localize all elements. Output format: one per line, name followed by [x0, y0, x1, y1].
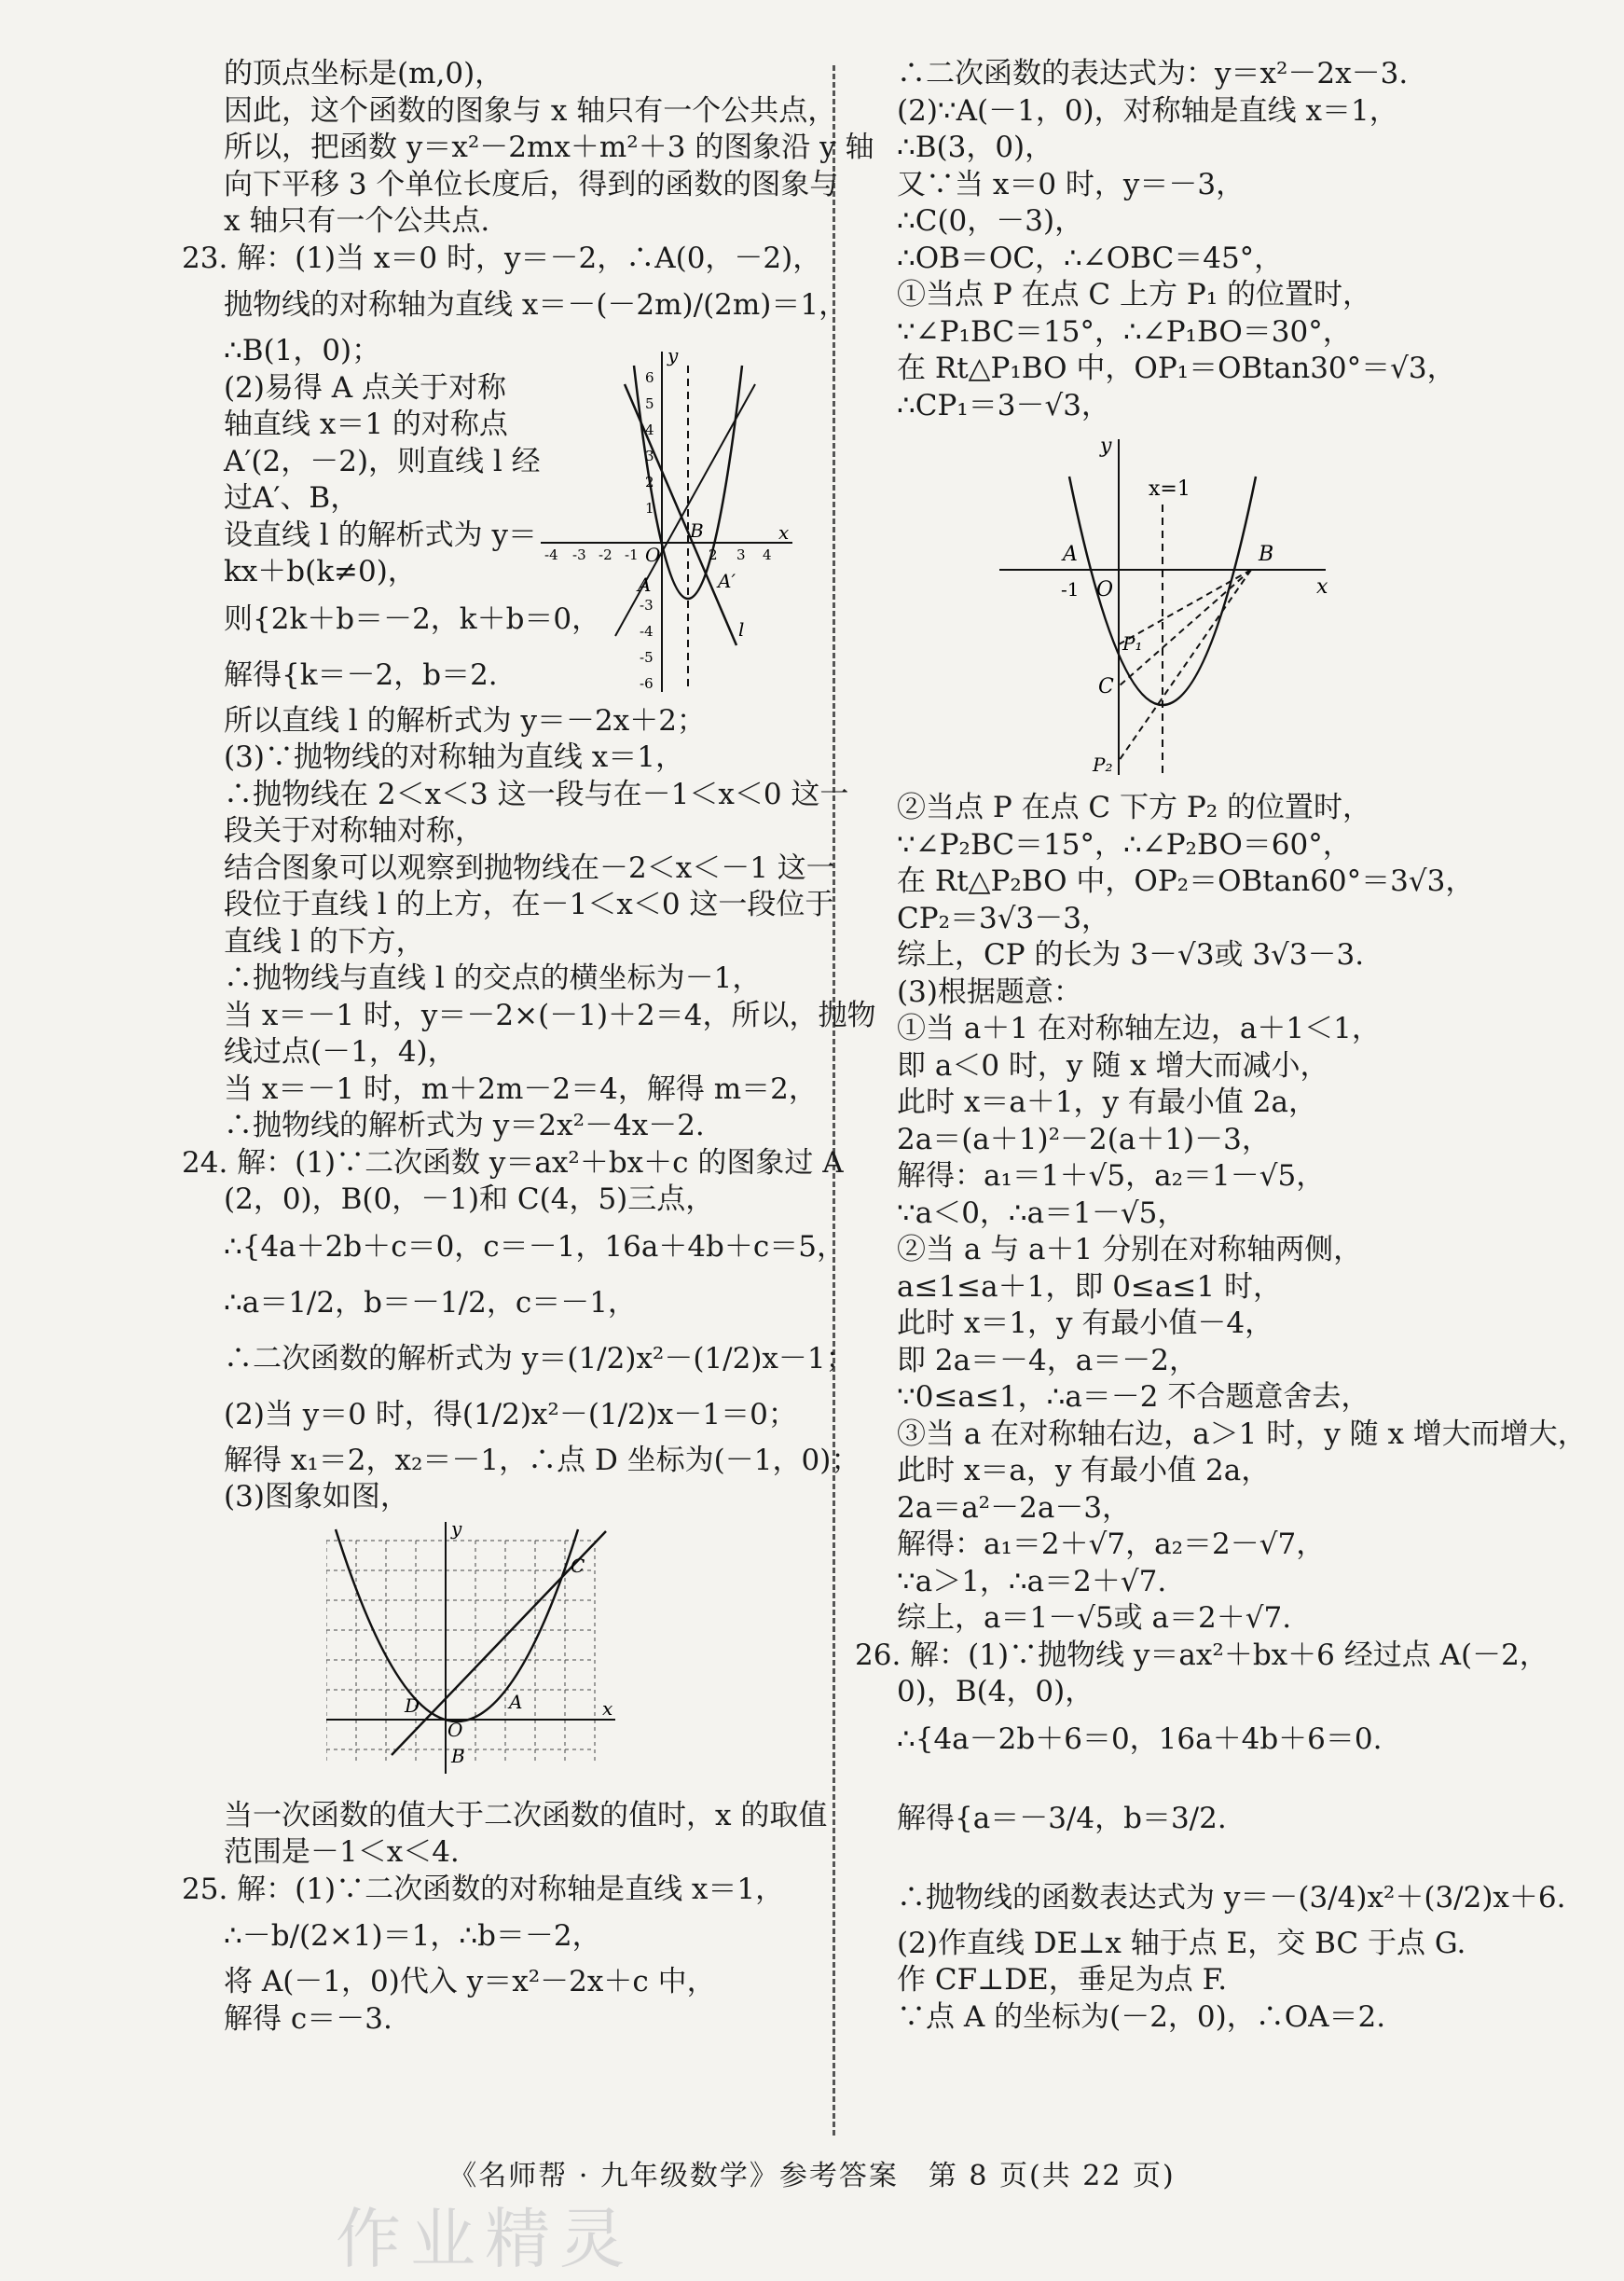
right-column — [855, 56, 1587, 2036]
text-line: 综上，CP 的长为 3－√3或 3√3－3. — [897, 938, 1365, 972]
text-line: ①当点 P 在点 C 上方 P₁ 的位置时， — [897, 278, 1371, 311]
text-line: ∵0≤a≤1，∴a＝－2 不合题意舍去， — [897, 1380, 1370, 1414]
text-line: 设直线 l 的解析式为 y＝ — [224, 518, 537, 552]
figure-23-graph — [541, 347, 802, 701]
point-a-label: A — [638, 574, 652, 596]
text-line: ∴－b/(2×1)＝1，∴b＝－2， — [224, 1919, 601, 1953]
tick: 3 — [736, 546, 746, 563]
text-line: 直线 l 的下方， — [224, 924, 425, 959]
text-line: ∴C(0，－3)， — [897, 204, 1084, 238]
text-line: (3)∵抛物线的对称轴为直线 x＝1， — [224, 740, 684, 774]
watermark: 作业精灵 — [336, 2201, 634, 2277]
tick: 4 — [763, 546, 772, 563]
text-line: (2)作直线 DE⊥x 轴于点 E，交 BC 于点 G. — [897, 1926, 1466, 1960]
text-line: 段位于直线 l 的上方，在－1＜x＜0 这一段位于 — [224, 888, 834, 921]
tick: 3 — [645, 448, 654, 464]
equation-system: 则{2k＋b＝－2，k＋b＝0， — [224, 601, 601, 636]
text-line: ∴a＝1/2，b＝－1/2，c＝－1， — [224, 1285, 637, 1320]
text-line: 0)，B(4，0)， — [897, 1675, 1094, 1708]
origin-label: O — [645, 544, 661, 566]
figure-23 — [541, 347, 802, 705]
point-a-prime-label: A′ — [718, 570, 736, 592]
line-l-label: l — [738, 618, 745, 641]
text-line: ∴二次函数的解析式为 y＝(1/2)x²－(1/2)x－1； — [224, 1341, 855, 1376]
text-line: ∴二次函数的表达式为：y＝x²－2x－3. — [897, 57, 1409, 90]
text-line: 线过点(－1，4)， — [224, 1035, 457, 1069]
text-line: 因此，这个函数的图象与 x 轴只有一个公共点， — [224, 93, 837, 128]
tick: -1 — [625, 546, 639, 563]
text-line: 向下平移 3 个单位长度后，得到的函数的图象与 — [224, 167, 839, 201]
text-line: ②当点 P 在点 C 下方 P₂ 的位置时， — [897, 791, 1371, 824]
text-line: a≤1≤a＋1，即 0≤a≤1 时， — [897, 1269, 1282, 1304]
text-line: 将 A(－1，0)代入 y＝x²－2x＋c 中， — [224, 1965, 716, 1998]
text-line: 综上，a＝1－√5或 a＝2＋√7. — [897, 1601, 1292, 1635]
point-c-label: C — [571, 1554, 585, 1577]
text-line: (2)当 y＝0 时，得(1/2)x²－(1/2)x－1＝0； — [224, 1397, 797, 1431]
text-line: ∴B(3，0)， — [897, 131, 1054, 164]
text-line: 解得：a₁＝1＋√5，a₂＝1－√5， — [897, 1159, 1326, 1193]
problem-23-heading: 23. 解：(1)当 x＝0 时，y＝－2，∴A(0，－2)， — [182, 241, 822, 275]
equation-system: ∴{4a－2b＋6＝0，16a＋4b＋6＝0. — [897, 1721, 1383, 1756]
text-line: 所以直线 l 的解析式为 y＝－2x＋2； — [224, 703, 706, 738]
text-line: (2)∵A(－1，0)，对称轴是直线 x＝1， — [897, 93, 1398, 128]
text-line: (3)图象如图， — [224, 1480, 409, 1514]
tick-neg1: -1 — [1061, 578, 1080, 601]
text-line: ∴抛物线的解析式为 y＝2x²－4x－2. — [224, 1109, 705, 1142]
text-line: 又∵当 x＝0 时，y＝－3， — [897, 167, 1246, 201]
text-line: ∵∠P₁BC＝15°，∴∠P₁BO＝30°， — [897, 314, 1352, 349]
text-line: 此时 x＝a＋1，y 有最小值 2a， — [897, 1085, 1317, 1119]
y-label: y — [451, 1521, 462, 1540]
text-line: 所以，把函数 y＝x²－2mx＋m²＋3 的图象沿 y 轴 — [224, 131, 874, 164]
problem-24-heading: 24. 解：(1)∵二次函数 y＝ax²＋bx＋c 的图象过 A — [182, 1145, 844, 1180]
point-c-label: C — [1098, 675, 1114, 698]
text-line: ∴B(1，0)； — [224, 334, 381, 367]
text-line: 结合图象可以观察到抛物线在－2＜x＜－1 这一 — [224, 850, 835, 885]
text-line: 轴直线 x＝1 的对称点 — [224, 408, 508, 441]
text-line: ①当 a＋1 在对称轴左边，a＋1＜1， — [897, 1012, 1381, 1045]
origin-label: O — [1096, 578, 1114, 601]
figure-24-graph — [326, 1522, 625, 1792]
text-line: 即 a＜0 时，y 随 x 增大而减小， — [897, 1048, 1329, 1083]
tick: -3 — [640, 597, 654, 614]
text-line: A′(2，－2)，则直线 l 经 — [224, 444, 541, 478]
tick: -4 — [544, 546, 558, 563]
tick: 5 — [645, 395, 654, 412]
figure-24 — [326, 1522, 811, 1792]
y-label: y — [667, 347, 679, 366]
text-line: ∴抛物线的函数表达式为 y＝－(3/4)x²＋(3/2)x＋6. — [897, 1880, 1566, 1915]
equation-system: 解得{a＝－3/4，b＝3/2. — [897, 1801, 1227, 1835]
tick: 6 — [645, 369, 654, 386]
text-line: 此时 x＝1，y 有最小值－4， — [897, 1306, 1274, 1340]
point-a-label: A — [1063, 543, 1078, 566]
point-p2-label: P₂ — [1093, 753, 1113, 776]
text-line: 解得：a₁＝2＋√7，a₂＝2－√7， — [897, 1528, 1326, 1561]
text-line: ∵点 A 的坐标为(－2，0)，∴OA＝2. — [897, 1999, 1386, 2034]
y-label: y — [1100, 435, 1112, 458]
text-line: 当 x＝－1 时，m＋2m－2＝4，解得 m＝2， — [224, 1071, 818, 1106]
text-line: ∵a＞1，∴a＝2＋√7. — [897, 1564, 1167, 1598]
problem-26-heading: 26. 解：(1)∵抛物线 y＝ax²＋bx＋6 经过点 A(－2， — [855, 1638, 1548, 1672]
text-line: 过A′、B， — [224, 481, 360, 515]
parabola — [336, 1529, 578, 1721]
point-b-label: B — [690, 519, 704, 542]
text-line: ③当 a 在对称轴右边，a＞1 时，y 随 x 增大而增大， — [897, 1417, 1587, 1451]
text-line: 此时 x＝a，y 有最小值 2a， — [897, 1454, 1271, 1487]
x-label: x — [602, 1696, 613, 1720]
page-footer: 《名师帮 · 九年级数学》参考答案 第 8 页(共 22 页) — [448, 2160, 1176, 2192]
column-divider — [833, 65, 835, 2136]
dashed-lines — [1119, 570, 1251, 761]
text-line: kx＋b(k≠0)， — [224, 555, 417, 588]
tick: -6 — [640, 675, 654, 692]
text-line: 即 2a＝－4，a＝－2， — [897, 1343, 1198, 1377]
figure-25 — [999, 430, 1493, 784]
equation-system: 解得{k＝－2，b＝2. — [224, 657, 498, 692]
text-line: (2)易得 A 点关于对称 — [224, 370, 507, 405]
tick: 2 — [709, 546, 718, 563]
text-line: 抛物线的对称轴为直线 x＝－(－2m)/(2m)＝1， — [224, 288, 848, 322]
text-line: 在 Rt△P₂BO 中，OP₂＝OBtan60°＝3√3， — [897, 864, 1475, 898]
text-line: 2a＝(a＋1)²－2(a＋1)－3， — [897, 1122, 1271, 1156]
text-line: 段关于对称轴对称， — [224, 814, 484, 848]
text-line: ∴抛物线与直线 l 的交点的横坐标为－1， — [224, 961, 762, 995]
problem-25-heading: 25. 解：(1)∵二次函数的对称轴是直线 x＝1， — [182, 1872, 785, 1906]
text-line: 的顶点坐标是(m,0)， — [224, 57, 504, 90]
point-a-label: A — [509, 1690, 523, 1713]
text-line: 2a＝a²－2a－3， — [897, 1490, 1132, 1525]
text-line: 范围是－1＜x＜4. — [224, 1835, 460, 1869]
text-line: 当 x＝－1 时，y＝－2×(－1)＋2＝4，所以，抛物 — [224, 998, 876, 1032]
point-b-label: B — [451, 1744, 465, 1767]
tick: 4 — [645, 422, 654, 438]
text-line: ∵a＜0，∴a＝1－√5， — [897, 1196, 1187, 1230]
text-line: (3)根据题意： — [897, 975, 1082, 1009]
text-line: 当一次函数的值大于二次函数的值时，x 的取值 — [224, 1798, 828, 1832]
text-line: ∴抛物线在 2＜x＜3 这一段与在－1＜x＜0 这一 — [224, 777, 849, 811]
x-label: x — [778, 521, 790, 544]
tick: -5 — [640, 649, 654, 666]
equation-system: ∴{4a＋2b＋c＝0，c＝－1，16a＋4b＋c＝5， — [224, 1229, 846, 1264]
origin-label: O — [447, 1718, 463, 1741]
point-b-label: B — [1259, 543, 1274, 566]
text-line: 解得 c＝－3. — [224, 2001, 392, 2036]
text-line: 在 Rt△P₁BO 中，OP₁＝OBtan30°＝√3， — [897, 352, 1456, 385]
symmetry-axis-label: x=1 — [1149, 477, 1190, 501]
point-d-label: D — [405, 1693, 420, 1717]
tick: 1 — [645, 500, 654, 517]
text-line: (2，0)，B(0，－1)和 C(4，5)三点， — [224, 1182, 715, 1216]
point-p1-label: P₁ — [1122, 632, 1143, 655]
text-line: ∴OB＝OC，∴∠OBC＝45°， — [897, 241, 1284, 275]
text-line: 作 CF⊥DE，垂足为点 F. — [897, 1963, 1228, 1997]
text-line: CP₂＝3√3－3， — [897, 901, 1110, 935]
text-line: ∴CP₁＝3－√3， — [897, 388, 1110, 422]
x-label: x — [1316, 575, 1328, 599]
text-line: ∵∠P₂BC＝15°，∴∠P₂BO＝60°， — [897, 827, 1352, 862]
y-ticks — [640, 369, 654, 692]
figure-25-graph — [999, 430, 1335, 784]
tick: -4 — [640, 623, 654, 640]
text-line: x 轴只有一个公共点. — [224, 204, 490, 238]
tick: -3 — [572, 546, 586, 563]
tick: 2 — [645, 474, 654, 491]
tick: -2 — [599, 546, 612, 563]
text-line: ②当 a 与 a＋1 分别在对称轴两侧， — [897, 1233, 1363, 1266]
text-line: 解得 x₁＝2，x₂＝－1，∴点 D 坐标为(－1，0)； — [224, 1443, 860, 1477]
